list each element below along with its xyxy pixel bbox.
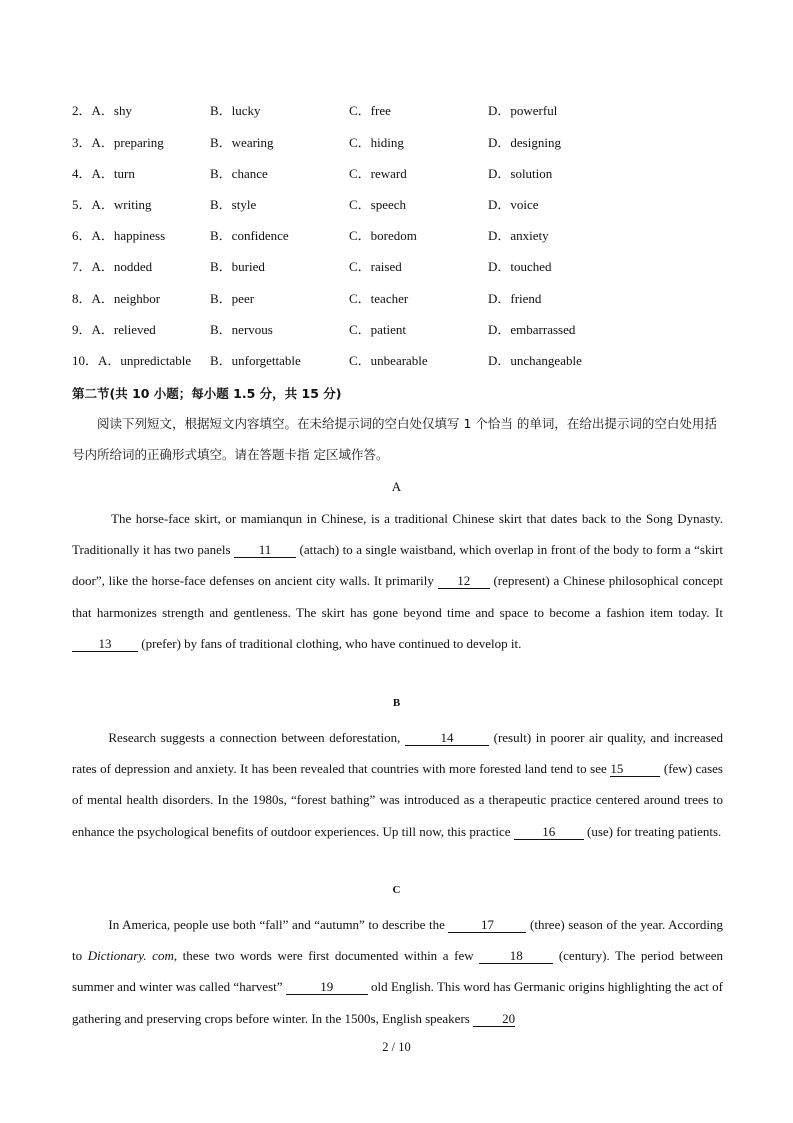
option-d: D．unchangeable xyxy=(488,353,582,368)
passage-text: (use) for treating patients. xyxy=(583,823,722,839)
option-c: C．hiding xyxy=(349,135,404,150)
passage-text: (represent) a Chinese philosophical concept that harmonizes strength and gentleness. The skirt has gone beyond time and space to become a fashion item today. It xyxy=(72,573,723,620)
option-a: 6．A．happiness xyxy=(72,228,166,243)
passage-text: (few) cases of mental health disorders. In the 1980s, “forest bathing” was introduced as a therapeutic practice centered around trees to enhance the psychological benefits of outdoor experiences. Up till now, this practice xyxy=(72,761,723,839)
option-b: B．confidence xyxy=(210,228,289,243)
option-d: D．friend xyxy=(488,291,542,306)
passage-text: (attach) to a single waistband, which overlap in front of the body to form a “skirt door”, like the horse-face defenses on ancient city walls. It primarily xyxy=(72,542,723,589)
option-c: C．reward xyxy=(349,166,407,181)
blank-20[interactable]: 20 xyxy=(473,1011,515,1027)
option-c: C．raised xyxy=(349,259,402,274)
blank-14[interactable]: 14 xyxy=(405,730,489,746)
passage-text: Research suggests a connection between deforestation, xyxy=(108,730,406,745)
option-c: C．patient xyxy=(349,322,407,337)
blank-16[interactable]: 16 xyxy=(514,824,584,840)
passage-text: (three) season of the year. According to xyxy=(72,917,723,964)
option-d: D．touched xyxy=(488,259,552,274)
option-d: D．designing xyxy=(488,135,561,150)
option-c: C．teacher xyxy=(349,291,409,306)
option-d: D．powerful xyxy=(488,103,558,118)
option-c: C．speech xyxy=(349,197,407,212)
option-c: C．unbearable xyxy=(349,353,428,368)
passage-b-title: B xyxy=(392,697,401,709)
option-b: B．chance xyxy=(210,166,268,181)
option-d: D．voice xyxy=(488,197,539,212)
section-instructions: 阅读下列短文，根据短文内容填空。在未给提示词的空白处仅填写 1 个恰当 的单词，在给出提示词的空白处用括号内所给词的正确形式填空。请在答题卡指 定区域作答。 xyxy=(72,416,717,462)
option-a: 5．A．writing xyxy=(72,197,152,212)
blank-18[interactable]: 18 xyxy=(479,948,553,964)
passage-text: The horse-face skirt, or mamianqun in Chinese, is a traditional Chinese skirt that dates back to the Song Dynasty. Traditionally it has two panels xyxy=(72,511,723,558)
blank-15[interactable]: 15 xyxy=(610,761,660,777)
passage-a-title: A xyxy=(391,479,402,494)
option-c: C．boredom xyxy=(349,228,417,243)
option-a: 8．A．neighbor xyxy=(72,291,161,306)
blank-12[interactable]: 12 xyxy=(438,573,490,589)
source-title: Dictionary. com xyxy=(87,948,174,964)
option-b: B．style xyxy=(210,197,257,212)
passage-text: (result) in poorer air quality, and increased rates of depression and anxiety. It has been revealed that countries with more forested land tend to see xyxy=(72,730,723,777)
blank-11[interactable]: 11 xyxy=(234,542,296,558)
passage-b xyxy=(72,722,723,847)
option-b: B．peer xyxy=(210,291,255,306)
passage-text: In America, people use both “fall” and “autumn” to describe the xyxy=(108,917,449,932)
blank-17[interactable]: 17 xyxy=(448,917,526,933)
passage-a xyxy=(72,503,723,659)
option-b: B．nervous xyxy=(210,322,273,337)
option-c: C．free xyxy=(349,103,391,118)
passage-text: , these two words were first documented within a few xyxy=(173,948,480,964)
option-d: D．embarrassed xyxy=(488,322,576,337)
page-number: 2 / 10 xyxy=(382,1040,411,1054)
section-heading: 第二节(共 10 小题；每小题 1.5 分，共 15 分) xyxy=(72,386,342,401)
option-a: 3．A．preparing xyxy=(72,135,164,150)
option-a: 10．A．unpredictable xyxy=(72,353,192,368)
option-b: B．buried xyxy=(210,259,265,274)
blank-13[interactable]: 13 xyxy=(72,636,138,652)
passage-text: (century). The period between summer and winter was called “harvest” xyxy=(72,948,723,995)
passage-c xyxy=(72,909,723,1034)
passage-c-title: C xyxy=(392,884,401,896)
option-a: 2．A．shy xyxy=(72,103,132,118)
option-a: 7．A．nodded xyxy=(72,259,153,274)
option-b: B．unforgettable xyxy=(210,353,301,368)
option-a: 9．A．relieved xyxy=(72,322,156,337)
option-d: D．anxiety xyxy=(488,228,549,243)
option-b: B．wearing xyxy=(210,135,274,150)
option-b: B．lucky xyxy=(210,103,261,118)
option-a: 4．A．turn xyxy=(72,166,135,181)
passage-text: old English. This word has Germanic origins highlighting the act of gathering and preserving crops before winter. In the 1500s, English speakers xyxy=(72,979,724,1026)
blank-19[interactable]: 19 xyxy=(286,979,368,995)
option-d: D．solution xyxy=(488,166,553,181)
passage-text: (prefer) by fans of traditional clothing, who have continued to develop it. xyxy=(138,635,522,651)
